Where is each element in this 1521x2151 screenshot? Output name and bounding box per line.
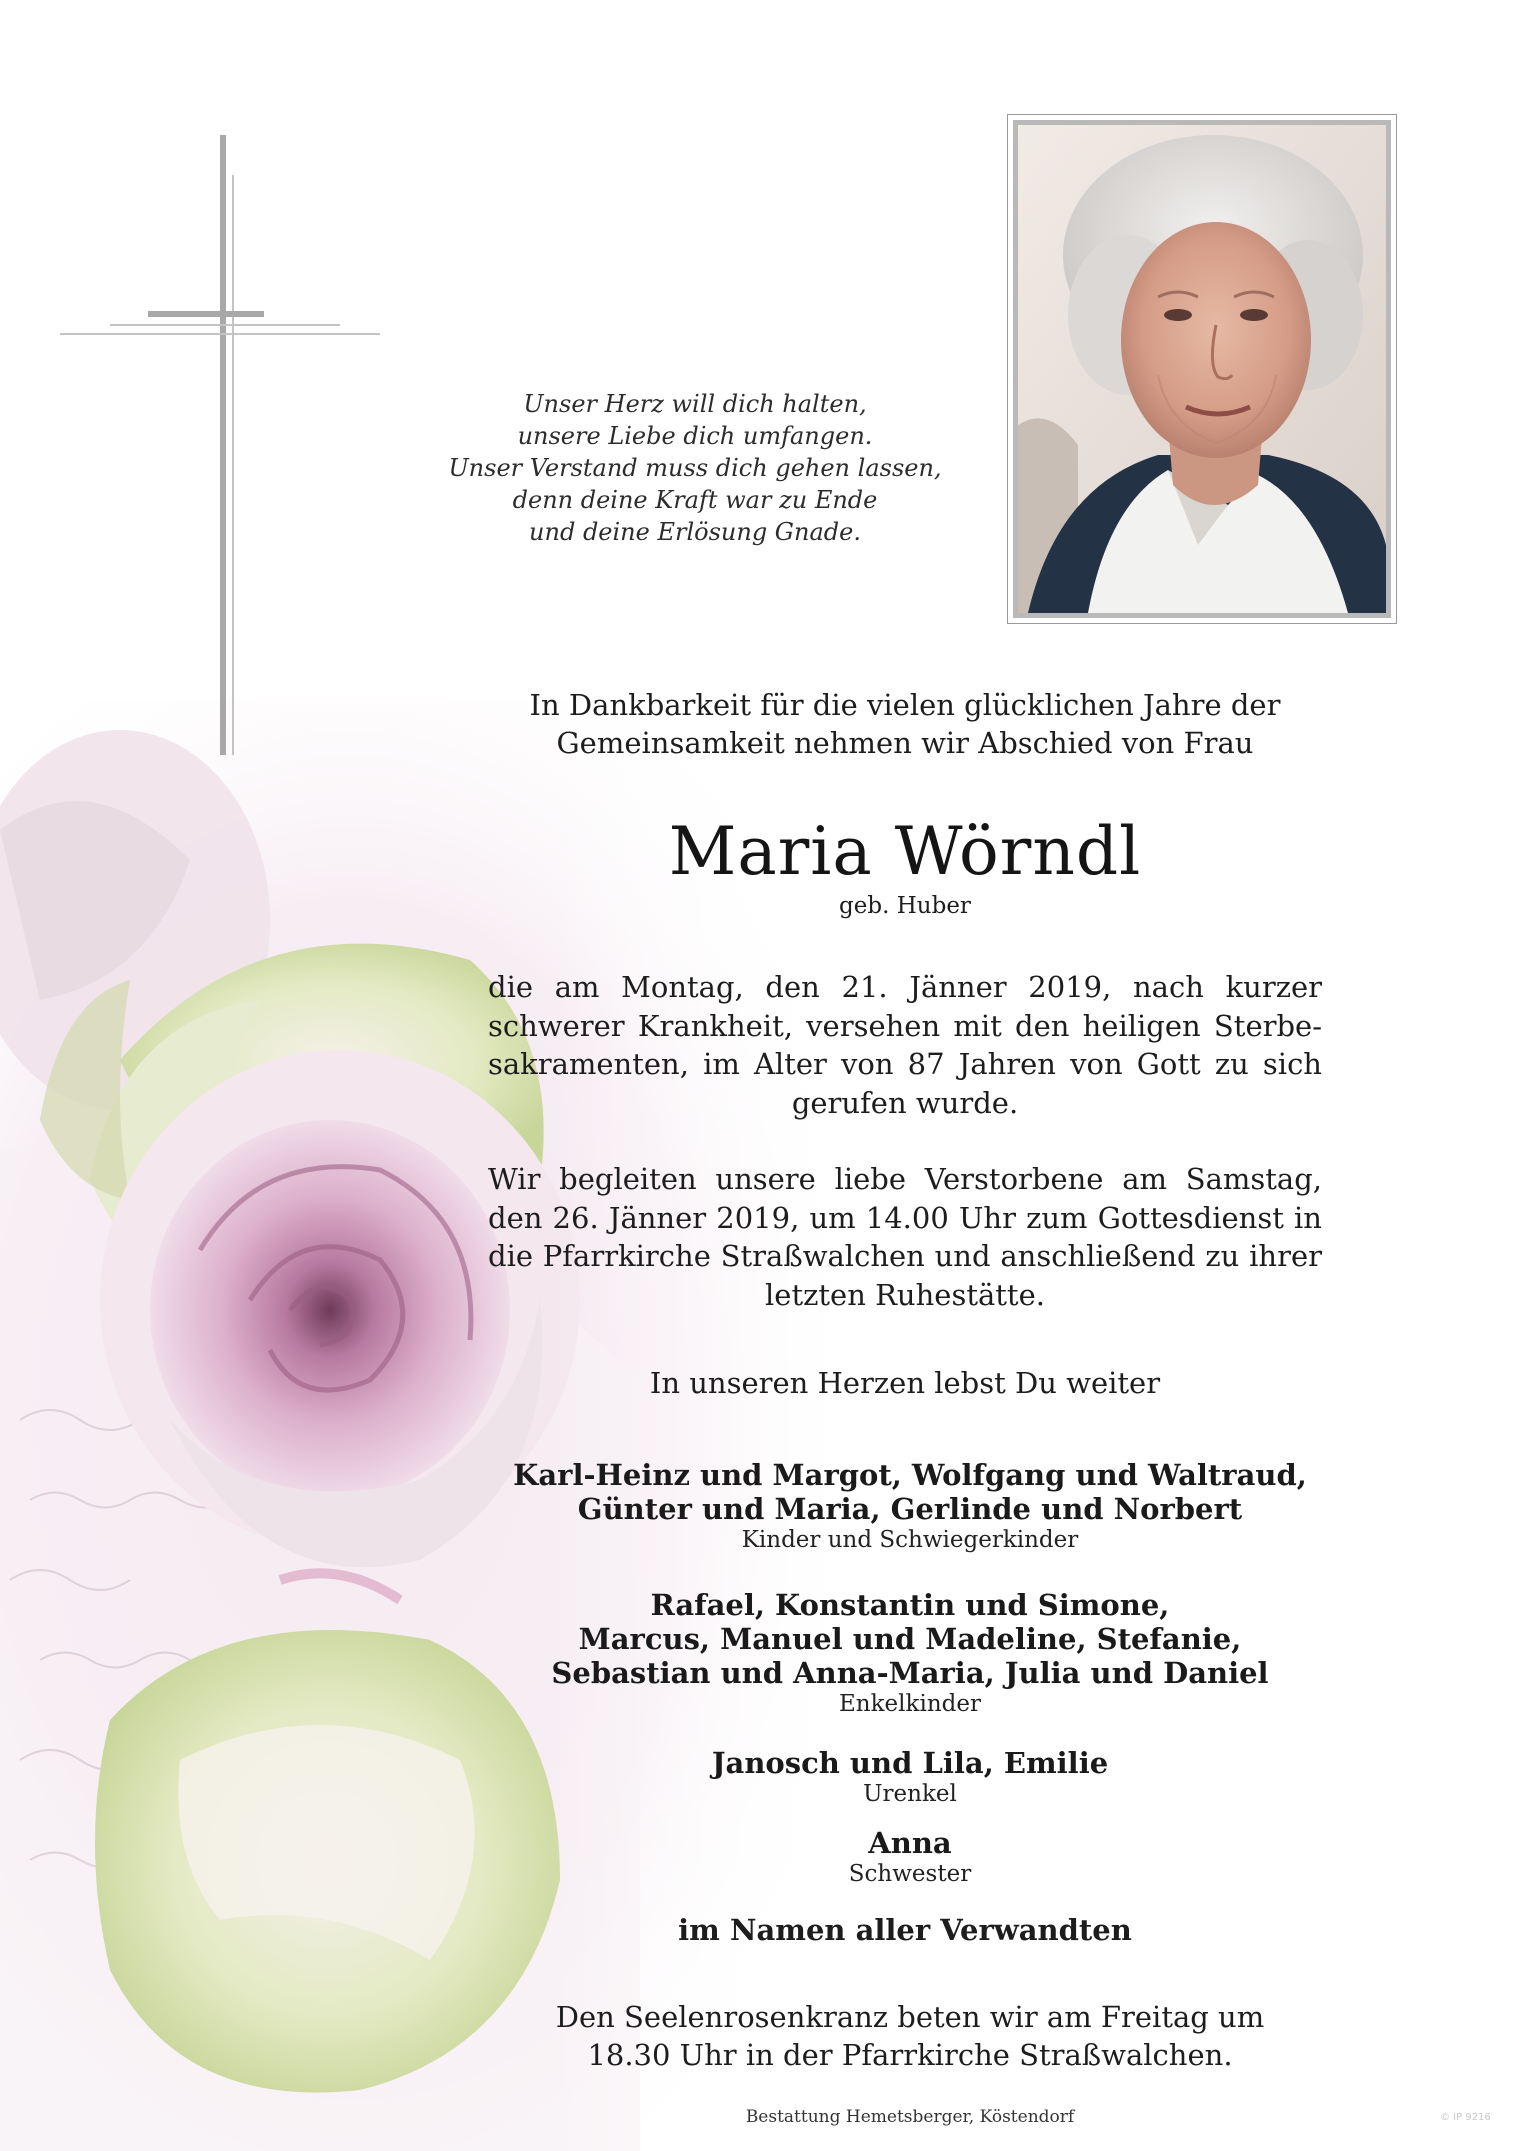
mourners-grandchildren	[500, 1588, 1320, 1718]
mourner-names: Rafael, Konstantin und Simone,	[650, 1588, 1170, 1622]
intro-line: Gemeinsamkeit nehmen wir Abschied von Frau	[556, 726, 1254, 760]
mourner-relation: Kinder und Schwiegerkinder	[741, 1527, 1079, 1553]
mourner-names: Günter und Maria, Gerlinde und Norbert	[577, 1492, 1243, 1526]
mourner-names: Anna	[868, 1826, 952, 1860]
mourners-great-grandchildren	[500, 1746, 1320, 1808]
funeral-notice: Wir begleiten unsere liebe Verstorbene am Samstag, den 26. Jänner 2019, um 14.00 Uhr zum Gottesdienst in die Pfarrkirche Straßwalchen und anschließend zu ihrer letzten Ruhestätte.	[488, 1162, 1322, 1312]
verse-line: unsere Liebe dich umfangen.	[517, 422, 873, 450]
mourner-names: Karl-Heinz und Margot, Wolfgang und Waltraud,	[513, 1458, 1307, 1492]
verse-line: und deine Erlösung Gnade.	[529, 518, 861, 546]
verse-line: Unser Herz will dich halten,	[523, 390, 867, 418]
verse	[400, 388, 990, 548]
death-notice: die am Montag, den 21. Jänner 2019, nach kurzer schwerer Krankheit, versehen mit den heiligen Sterbe-sakramenten, im Alter von 87 Jahren von Gott zu sich gerufen wurde.	[488, 970, 1322, 1120]
intro-text	[470, 686, 1340, 762]
intro-line: In Dankbarkeit für die vielen glücklichen Jahre der	[529, 688, 1281, 722]
rosary-line: Den Seelenrosenkranz beten wir am Freitag um	[555, 2000, 1265, 2034]
motto: In unseren Herzen lebst Du weiter	[649, 1366, 1161, 1400]
mourner-names: Marcus, Manuel und Madeline, Stefanie,	[578, 1622, 1242, 1656]
verse-line: Unser Verstand muss dich gehen lassen,	[448, 454, 942, 482]
mourner-names: Janosch und Lila, Emilie	[711, 1746, 1109, 1780]
deceased-name: Maria Wörndl	[668, 813, 1142, 890]
mourner-relation: Schwester	[848, 1861, 972, 1887]
maiden-name: geb. Huber	[839, 893, 971, 919]
rosary-notice	[500, 1998, 1320, 2074]
closing-line: im Namen aller Verwandten	[678, 1913, 1132, 1947]
portrait-frame	[1007, 114, 1397, 624]
rosary-line: 18.30 Uhr in der Pfarrkirche Straßwalchen.	[587, 2038, 1233, 2072]
mourners-children	[500, 1458, 1320, 1554]
cross-icon	[60, 135, 390, 765]
watermark: © IP 9216	[1440, 2112, 1491, 2123]
portrait-photo	[1018, 125, 1386, 613]
mourners-sister	[500, 1826, 1320, 1888]
undertaker-credit: Bestattung Hemetsberger, Köstendorf	[745, 2107, 1075, 2127]
mourner-names: Sebastian und Anna-Maria, Julia und Daniel	[551, 1656, 1269, 1690]
mourner-relation: Enkelkinder	[839, 1691, 981, 1717]
verse-line: denn deine Kraft war zu Ende	[512, 486, 878, 514]
mourner-relation: Urenkel	[863, 1781, 957, 1807]
